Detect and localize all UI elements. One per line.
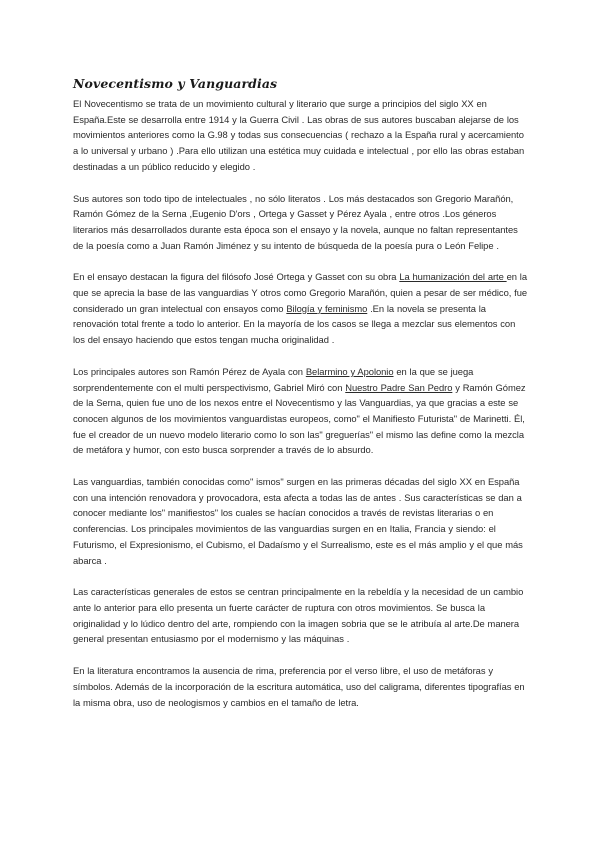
work-title-bilogia: Bilogía y feminismo (286, 302, 368, 314)
document-body (73, 76, 529, 726)
document-title: Novecentismo y Vanguardias (73, 76, 278, 91)
work-title-belarmino: Belarmino y Apolonio (305, 365, 394, 377)
paragraph-authors (73, 191, 529, 254)
paragraph-text: .En la novela se presenta la renovación total frente a todo lo anterior. En la mayoría de los casos se llega a mezclar sus elementos con los del ensayo haciendo que estos tengan mucha originalidad . (73, 302, 516, 346)
paragraph-main-authors (73, 364, 529, 458)
paragraph-vanguardias (73, 474, 529, 568)
paragraph-text: En la literatura encontramos la ausencia de rima, preferencia por el verso libre, el uso de metáforas y símbolos. Además de la incorporación de la escritura automática, uso del caligrama, diferentes tipografías en la misma obra, uso de neologismos y cambios en el tamaño de letra. (73, 665, 525, 708)
paragraph-essay (73, 269, 529, 348)
paragraph-text: El Novecentismo se trata de un movimiento cultural y literario que surge a principios del siglo XX en España.Este se desarrolla entre 1914 y la Guerra Civil . Las obras de sus autores buscaban alejarse de los movimientos anteriores como la G.98 y todas sus consecuencias ( rechazo a la España rural y acercamiento a lo universal y urbano ) .Para ello utilizan una estética muy cuidada e intelectual , por ello las obras estaban destinadas a un público reducido y elegido . (73, 98, 525, 172)
work-title-nuestro-padre: Nuestro Padre San Pedro (345, 381, 453, 393)
paragraph-text: Los principales autores son Ramón Pérez de Ayala con (73, 365, 306, 377)
paragraph-text: en la que se juega sorprendentemente con el multi perspectivismo, Gabriel Miró con (73, 365, 474, 393)
work-title-humanizacion: La humanización del arte (399, 271, 507, 283)
paragraph-text: en la que se aprecia la base de las vanguardias Y otros como Gregorio Marañón, quien a pesar de ser médico, fue considerado un gran intelectual con ensayos como (73, 271, 528, 314)
paragraph-characteristics (73, 584, 529, 647)
paragraph-text: Sus autores son todo tipo de intelectuales , no sólo literatos . Los más destacados son Gregorio Marañón, Ramón Gómez de la Serna ,Eugenio D'ors , Ortega y Gasset y Pérez Ayala , entre otros .Los géneros literarios más desarrollados durante esta época son el ensayo y la novela, aunque no faltan representantes de la poesía como a Juan Ramón Jiménez y su intento de búsqueda de la poesía pura o León Felipe . (73, 192, 518, 251)
paragraph-text: Las vanguardias, también conocidas como" ismos" surgen en las primeras décadas del siglo XX en España con una intención renovadora y provocadora, esta afecta a todas las de antes . Sus características se dan a conocer mediante los" manifiestos" los cuales se hacían conocidos a través de revistas literarias o en conferencias. Los principales movimientos de las vanguardias surgen en en Italia, Francia y siendo: el Futurismo, el Expresionismo, el Cubismo, el Dadaísmo y el Surrealismo, este es el más amplio y el que más abarca . (73, 476, 523, 566)
paragraph-literature (73, 663, 529, 710)
paragraph-text: y Ramón Gómez de la Serna, quien fue uno de los nexos entre el Novecentismo y las Vanguardias, ya que gracias a este se conocen algunos de los movimientos vanguardistas europeos, como" el Manifiesto Futurista" de Marinetti. Él, fue el creador de un nuevo modelo literario como lo son las" greguerías" el mismo las define como la mezcla de metáfora y humor, con esto busca sorprender a través de lo absurdo. (73, 381, 526, 456)
paragraph-text: Las características generales de estos se centran principalmente en la rebeldía y la necesidad de un cambio ante lo anterior para ello presenta un fuerte carácter de ruptura con otros movimientos. Se busca la originalidad y lo lúdico dentro del arte, rompiendo con la imagen sobria que se le atribuía al arte.De manera general presentan entusiasmo por el modernismo y las máquinas . (73, 586, 524, 645)
paragraph-intro (73, 96, 529, 175)
paragraph-text: En el ensayo destacan la figura del filósofo José Ortega y Gasset con su obra (73, 271, 400, 283)
